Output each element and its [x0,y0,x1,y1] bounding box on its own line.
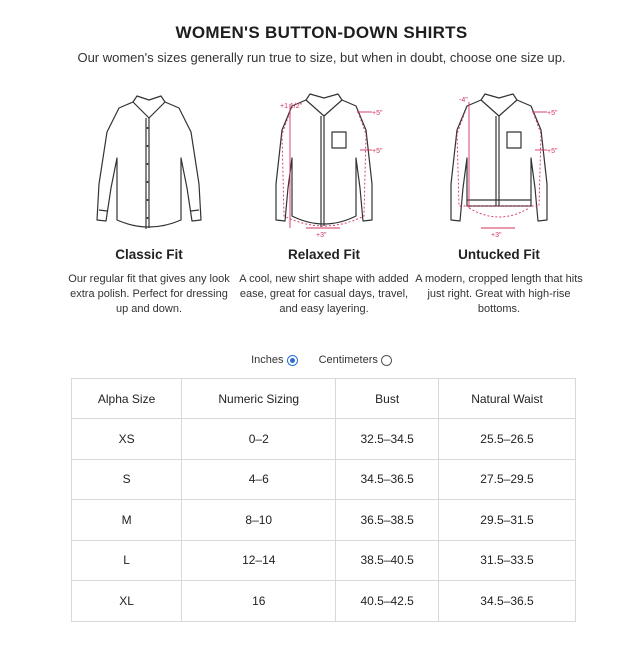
table-cell: XS [72,419,182,460]
table-cell: L [72,540,182,581]
header-bust: Bust [336,379,439,419]
page-title: WOMEN'S BUTTON-DOWN SHIRTS [175,23,468,42]
table-cell: 34.5–36.5 [336,459,439,500]
relaxed-annotation-length: +3" [316,232,327,238]
table-cell: 8–10 [182,500,336,541]
relaxed-annotation-shoulder: +1 1/2" [280,103,303,110]
header-natural-waist: Natural Waist [438,379,575,419]
untucked-annotation-chest: +5" [547,110,558,117]
table-cell: 31.5–33.5 [438,540,575,581]
table-cell: S [72,459,182,500]
fit-untucked [413,88,585,317]
fit-name: Classic Fit [115,247,183,262]
table-cell: 32.5–34.5 [336,419,439,460]
table-cell: XL [72,581,182,622]
untucked-annotation-hem: +3" [491,232,502,238]
fit-relaxed [238,88,410,317]
untucked-annotation-length: -4" [459,97,468,104]
header-numeric-sizing: Numeric Sizing [182,379,336,419]
unit-label: Inches [251,354,284,366]
unit-label: Centimeters [318,354,378,366]
table-cell: 27.5–29.5 [438,459,575,500]
unit-option-centimeters[interactable] [319,354,392,366]
fit-description: Our regular fit that gives any look extra polish. Perfect for dressing up and down. [68,273,230,315]
table-cell: 16 [182,581,336,622]
table-row [72,581,576,622]
table-cell: 34.5–36.5 [438,581,575,622]
relaxed-shirt-icon [254,88,394,238]
unit-option-inches[interactable] [251,354,297,366]
size-chart-table [71,378,576,622]
fit-description: A cool, new shirt shape with added ease, great for casual days, travel, and easy layering. [239,273,409,315]
fit-name: Untucked Fit [458,247,540,262]
page-subtitle: Our women's sizes generally run true to size, but when in doubt, choose one size up. [77,50,566,65]
relaxed-annotation-chest: +5" [372,110,383,117]
unit-toggle [0,354,643,366]
table-cell: 4–6 [182,459,336,500]
table-cell: 38.5–40.5 [336,540,439,581]
fit-classic [63,88,235,317]
table-row [72,459,576,500]
table-cell: 25.5–26.5 [438,419,575,460]
table-cell: 36.5–38.5 [336,500,439,541]
fit-description: A modern, cropped length that hits just right. Great with high-rise bottoms. [415,273,583,315]
header-alpha-size: Alpha Size [72,379,182,419]
table-row [72,500,576,541]
untucked-annotation-waist: +5" [547,148,558,155]
table-row [72,540,576,581]
inches-radio[interactable] [287,355,298,366]
table-cell: 0–2 [182,419,336,460]
centimeters-radio[interactable] [381,355,392,366]
table-cell: 40.5–42.5 [336,581,439,622]
table-cell: 29.5–31.5 [438,500,575,541]
untucked-shirt-icon [429,88,569,238]
table-header-row [72,379,576,419]
fit-name: Relaxed Fit [287,247,361,262]
table-cell: M [72,500,182,541]
table-row [72,419,576,460]
table-cell: 12–14 [182,540,336,581]
relaxed-annotation-waist: +5" [372,148,383,155]
classic-shirt-icon [89,88,209,238]
